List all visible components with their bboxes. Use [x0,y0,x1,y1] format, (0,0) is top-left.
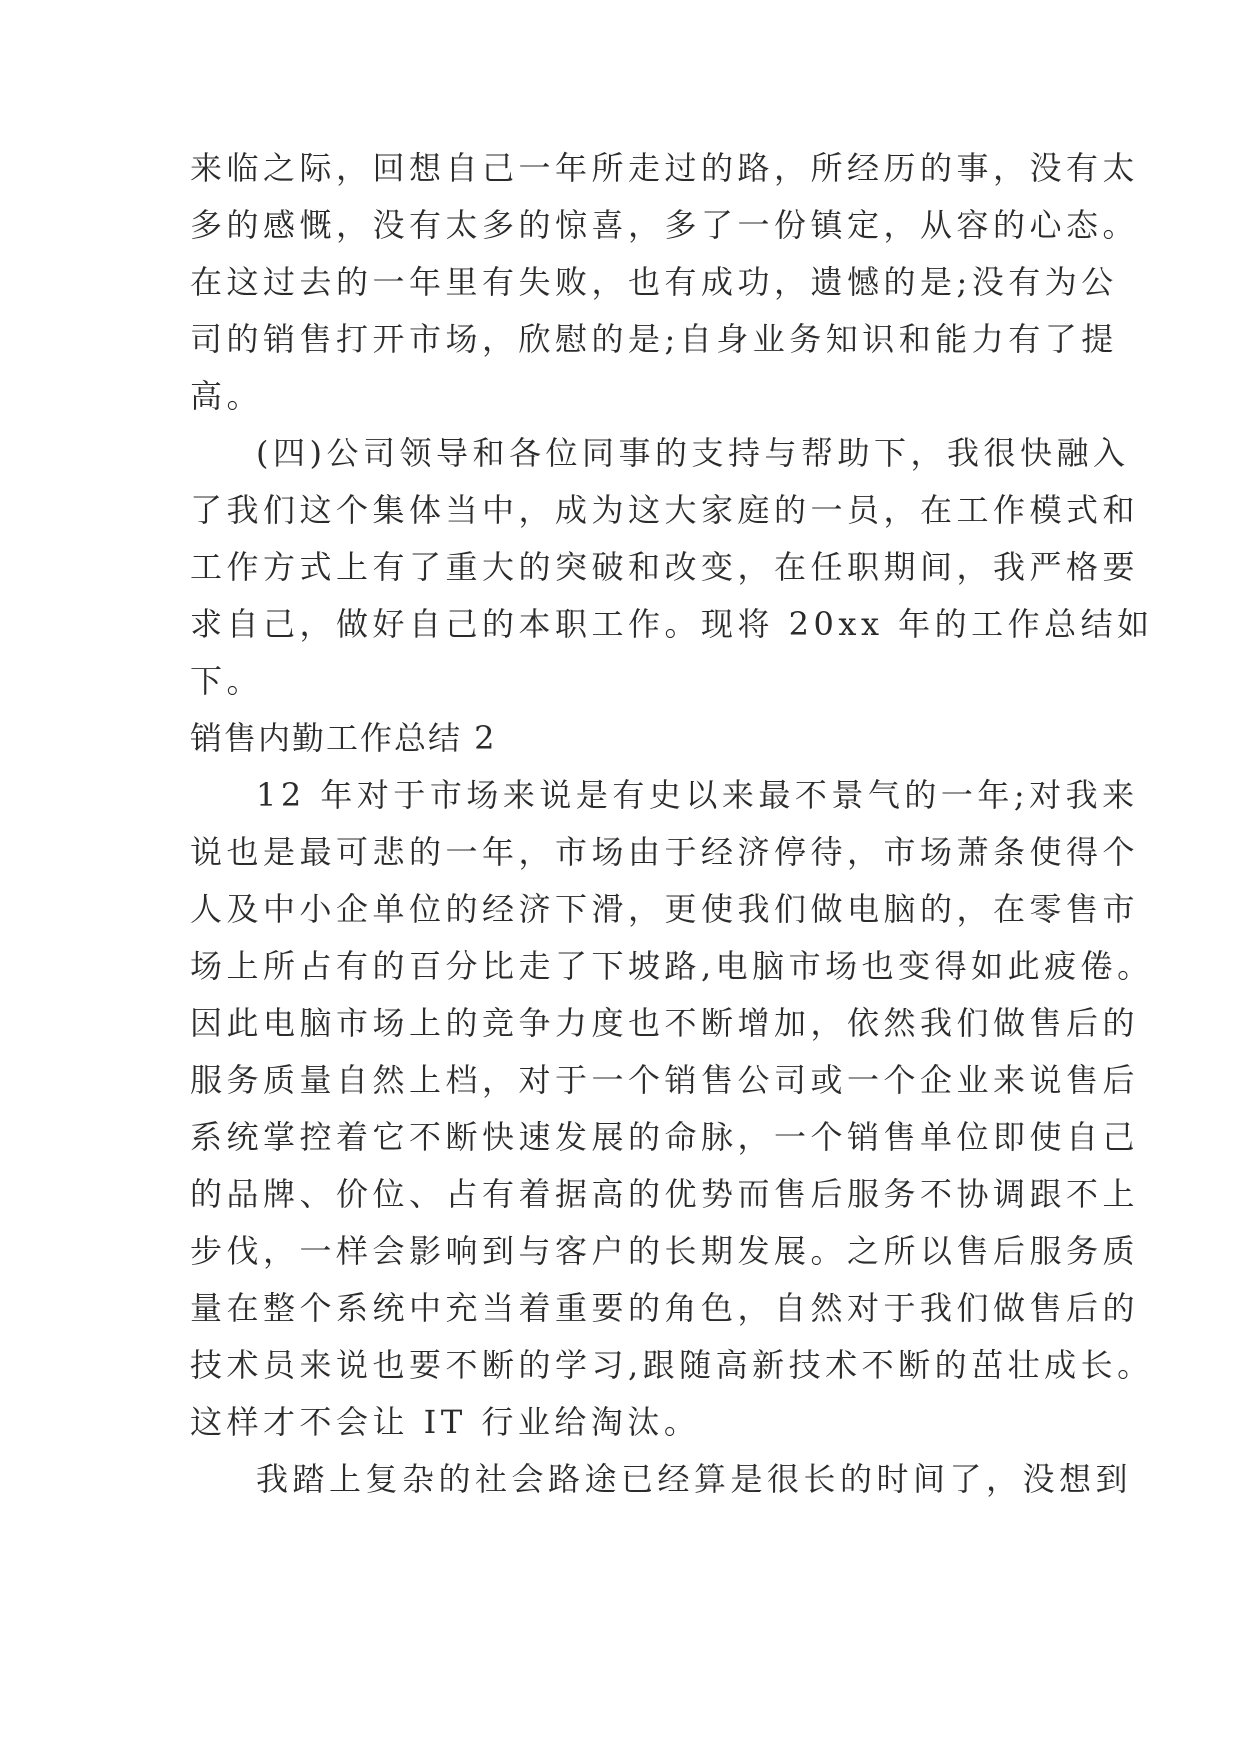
text-line: 工作方式上有了重大的突破和改变，在任职期间，我严格要 [190,548,1140,586]
text-line: 量在整个系统中充当着重要的角色，自然对于我们做售后的 [190,1289,1140,1327]
text-line: 来临之际，回想自己一年所走过的路，所经历的事，没有太 [190,149,1140,187]
text-line: 在这过去的一年里有失败，也有成功，遗憾的是;没有为公 [190,263,1118,301]
paragraph-start-line: 我踏上复杂的社会路途已经算是很长的时间了，没想到 [256,1460,1133,1498]
section-heading: 销售内勤工作总结 2 [190,719,497,757]
text-line: 多的感慨，没有太多的惊喜，多了一份镇定，从容的心态。 [190,206,1140,244]
text-line: 司的销售打开市场，欣慰的是;自身业务知识和能力有了提 [190,320,1118,358]
text-line: 技术员来说也要不断的学习,跟随高新技术不断的茁壮成长。 [190,1346,1154,1384]
text-line: 场上所占有的百分比走了下坡路,电脑市场也变得如此疲倦。 [190,947,1154,985]
text-line: 了我们这个集体当中，成为这大家庭的一员，在工作模式和 [190,491,1140,529]
text-line: 步伐，一样会影响到与客户的长期发展。之所以售后服务质 [190,1232,1140,1270]
text-line: 因此电脑市场上的竞争力度也不断增加，依然我们做售后的 [190,1004,1140,1042]
text-line: 的品牌、价位、占有着据高的优势而售后服务不协调跟不上 [190,1175,1140,1213]
text-line: 人及中小企单位的经济下滑，更使我们做电脑的，在零售市 [190,890,1140,928]
text-line: 求自己，做好自己的本职工作。现将 20xx 年的工作总结如 [190,605,1154,643]
paragraph-start-line: 12 年对于市场来说是有史以来最不景气的一年;对我来 [256,776,1139,814]
text-line: 这样才不会让 IT 行业给淘汰。 [190,1403,701,1441]
paragraph-start-line: (四)公司领导和各位同事的支持与帮助下，我很快融入 [256,434,1130,472]
text-line: 下。 [190,662,264,700]
text-line: 系统掌控着它不断快速发展的命脉，一个销售单位即使自己 [190,1118,1140,1156]
text-line: 高。 [190,377,264,415]
text-line: 服务质量自然上档，对于一个销售公司或一个企业来说售后 [190,1061,1140,1099]
text-line: 说也是最可悲的一年，市场由于经济停待，市场萧条使得个 [190,833,1140,871]
